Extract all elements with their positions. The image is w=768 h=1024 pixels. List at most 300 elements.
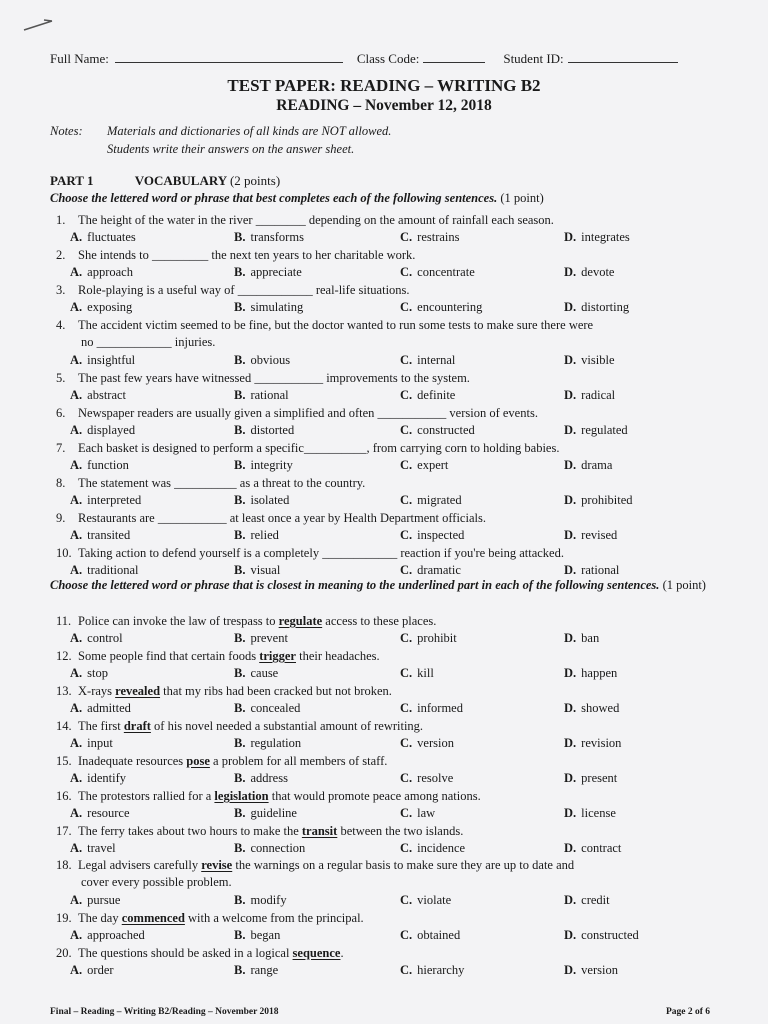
- option-letter: C.: [400, 230, 413, 245]
- question-stem: [56, 370, 706, 387]
- option-b[interactable]: [234, 735, 301, 752]
- option-letter: A.: [70, 300, 83, 315]
- answer-options: [56, 299, 706, 316]
- option-a[interactable]: [70, 299, 132, 316]
- option-d[interactable]: [564, 630, 599, 647]
- option-b[interactable]: [234, 492, 289, 509]
- option-b[interactable]: [234, 840, 305, 857]
- part-name: VOCABULARY: [134, 173, 227, 188]
- answer-options: [56, 527, 706, 544]
- option-letter: D.: [564, 963, 577, 978]
- option-letter: D.: [564, 928, 577, 943]
- question-stem: [56, 317, 706, 334]
- question-number: 16.: [56, 789, 72, 803]
- answer-options: [56, 840, 706, 857]
- question-stem: [56, 212, 706, 229]
- option-text: obtained: [417, 928, 461, 943]
- option-text: connection: [250, 841, 306, 856]
- option-d[interactable]: [564, 387, 615, 404]
- option-d[interactable]: [564, 527, 617, 544]
- question-stem: [56, 945, 706, 962]
- option-text: revision: [581, 736, 622, 751]
- question-text-end: as a threat to the country.: [236, 476, 366, 490]
- option-b[interactable]: [234, 264, 302, 281]
- option-letter: C.: [400, 631, 413, 646]
- answer-options: [56, 770, 706, 787]
- question-text: Each basket is designed to perform a specific: [78, 441, 304, 455]
- underlined-word: legislation: [214, 789, 269, 803]
- option-text: approached: [87, 928, 145, 943]
- option-letter: C.: [400, 701, 413, 716]
- option-text: input: [87, 736, 113, 751]
- option-text: isolated: [250, 493, 290, 508]
- option-text: control: [87, 631, 123, 646]
- answer-blank: __________: [174, 476, 237, 490]
- option-b[interactable]: [234, 927, 280, 944]
- question-number: 11.: [56, 614, 72, 628]
- option-text: transforms: [250, 230, 304, 245]
- option-text: present: [581, 771, 618, 786]
- option-text: credit: [581, 892, 610, 907]
- option-d[interactable]: [564, 352, 615, 369]
- option-b[interactable]: [234, 770, 288, 787]
- question-14: [56, 718, 706, 753]
- question-text: no: [81, 335, 97, 350]
- option-text: displayed: [87, 423, 136, 438]
- question-text: X-rays: [78, 684, 116, 698]
- option-a[interactable]: [70, 735, 113, 752]
- option-letter: D.: [564, 352, 577, 367]
- question-text: The protestors rallied for a: [78, 789, 215, 803]
- option-text: visual: [250, 563, 281, 578]
- question-text: The ferry takes about two hours to make the: [78, 824, 302, 838]
- question-stem: [56, 753, 706, 770]
- option-letter: B.: [234, 736, 246, 751]
- question-number: 13.: [56, 684, 72, 698]
- option-a[interactable]: [70, 840, 116, 857]
- option-c[interactable]: [400, 229, 460, 246]
- question-text-end: improvements to the system.: [323, 371, 470, 385]
- question-text: Restaurants are: [78, 511, 158, 525]
- option-d[interactable]: [564, 229, 630, 246]
- option-b[interactable]: [234, 422, 294, 439]
- option-a[interactable]: [70, 387, 126, 404]
- option-c[interactable]: [400, 299, 482, 316]
- option-a[interactable]: [70, 962, 114, 979]
- option-a[interactable]: [70, 492, 141, 509]
- option-b[interactable]: [234, 892, 287, 909]
- option-b[interactable]: [234, 665, 278, 682]
- student-id-blank[interactable]: [568, 50, 678, 63]
- question-stem-continued: [56, 874, 706, 891]
- option-text: license: [581, 806, 616, 821]
- option-b[interactable]: [234, 352, 290, 369]
- notes-line-1: Materials and dictionaries of all kinds are NOT allowed.: [107, 124, 392, 138]
- option-a[interactable]: [70, 229, 136, 246]
- option-text: ban: [581, 631, 600, 646]
- answer-blank: ____________: [96, 335, 172, 350]
- option-a[interactable]: [70, 562, 139, 579]
- option-b[interactable]: [234, 562, 280, 579]
- option-text: interpreted: [87, 493, 142, 508]
- option-b[interactable]: [234, 527, 279, 544]
- question-text: Legal advisers carefully: [78, 858, 202, 872]
- question-text-end: version of events.: [446, 406, 538, 420]
- option-text: traditional: [87, 563, 139, 578]
- option-c[interactable]: [400, 352, 455, 369]
- option-letter: D.: [564, 388, 577, 403]
- option-d[interactable]: [564, 299, 629, 316]
- question-number: 8.: [56, 476, 66, 490]
- question-text: Role-playing is a useful way of: [78, 283, 238, 297]
- option-a[interactable]: [70, 927, 145, 944]
- option-c[interactable]: [400, 892, 451, 909]
- option-text: internal: [417, 352, 456, 367]
- option-b[interactable]: [234, 805, 297, 822]
- option-a[interactable]: [70, 805, 130, 822]
- option-letter: C.: [400, 771, 413, 786]
- answer-options: [56, 962, 706, 979]
- option-letter: A.: [70, 841, 83, 856]
- question-text: The height of the water in the river: [78, 213, 256, 227]
- option-letter: B.: [234, 666, 246, 681]
- option-letter: B.: [234, 265, 246, 280]
- answer-blank: __________: [303, 441, 367, 455]
- question-text: She intends to: [78, 248, 152, 262]
- option-d[interactable]: [564, 805, 616, 822]
- question-text-end: injuries.: [171, 335, 216, 350]
- underlined-word: revise: [201, 858, 233, 872]
- option-c[interactable]: [400, 665, 434, 682]
- answer-options: [56, 735, 706, 752]
- option-text: concealed: [250, 701, 301, 716]
- full-name-blank[interactable]: [115, 50, 343, 63]
- option-letter: A.: [70, 771, 83, 786]
- notes-line-2: Students write their answers on the answer sheet.: [107, 142, 355, 156]
- option-text: expert: [417, 458, 449, 473]
- option-c[interactable]: [400, 457, 448, 474]
- question-text-end: .: [340, 946, 344, 960]
- option-text: law: [417, 806, 436, 821]
- question-text-end: their headaches.: [295, 649, 380, 663]
- option-letter: B.: [234, 928, 246, 943]
- option-letter: C.: [400, 892, 413, 907]
- option-text: integrity: [250, 458, 293, 473]
- option-letter: D.: [564, 701, 577, 716]
- option-c[interactable]: [400, 492, 462, 509]
- option-text: integrates: [581, 230, 630, 245]
- option-letter: C.: [400, 423, 413, 438]
- answer-options: [56, 457, 706, 474]
- option-text: dramatic: [417, 563, 461, 578]
- question-text-end: with a welcome from the principal.: [184, 911, 364, 925]
- option-a[interactable]: [70, 630, 123, 647]
- underlined-word: trigger: [259, 649, 296, 663]
- answer-options: [56, 264, 706, 281]
- underlined-word: regulate: [278, 614, 323, 628]
- instruction-1: [50, 190, 710, 207]
- option-c[interactable]: [400, 805, 435, 822]
- question-6: [56, 405, 706, 440]
- question-text-end: depending on the amount of rainfall each season.: [305, 213, 554, 227]
- answer-blank: ________: [255, 213, 306, 227]
- question-stem: [56, 282, 706, 299]
- question-stem: [56, 788, 706, 805]
- option-letter: A.: [70, 928, 83, 943]
- question-number: 5.: [56, 371, 66, 385]
- option-letter: D.: [564, 300, 577, 315]
- option-text: abstract: [87, 388, 127, 403]
- option-text: prohibit: [417, 631, 457, 646]
- option-c[interactable]: [400, 630, 457, 647]
- question-text-end: the warnings on a regular basis to make sure they are up to date and: [232, 858, 575, 872]
- option-text: regulated: [581, 423, 628, 438]
- option-a[interactable]: [70, 700, 131, 717]
- answer-options: [56, 562, 706, 579]
- question-16: [56, 788, 706, 823]
- option-text: range: [250, 963, 279, 978]
- option-b[interactable]: [234, 962, 278, 979]
- question-12: [56, 648, 706, 683]
- option-text: prevent: [250, 631, 288, 646]
- option-c[interactable]: [400, 700, 463, 717]
- option-c[interactable]: [400, 840, 465, 857]
- option-text: version: [417, 736, 454, 751]
- option-letter: A.: [70, 666, 83, 681]
- option-c[interactable]: [400, 927, 460, 944]
- instruction-2-points: (1 point): [662, 578, 706, 592]
- full-name-label: Full Name:: [50, 51, 109, 66]
- option-d[interactable]: [564, 562, 619, 579]
- question-20: [56, 945, 706, 980]
- option-letter: C.: [400, 265, 413, 280]
- option-letter: C.: [400, 736, 413, 751]
- question-number: 2.: [56, 248, 66, 262]
- student-id-label: Student ID:: [503, 51, 564, 66]
- option-text: happen: [581, 666, 618, 681]
- notes-label: Notes:: [50, 124, 83, 138]
- pen-mark: [22, 18, 58, 32]
- option-letter: A.: [70, 528, 83, 543]
- question-5: [56, 370, 706, 405]
- option-letter: B.: [234, 771, 246, 786]
- option-letter: C.: [400, 666, 413, 681]
- option-c[interactable]: [400, 562, 461, 579]
- option-d[interactable]: [564, 892, 610, 909]
- question-number: 12.: [56, 649, 72, 663]
- question-13: [56, 683, 706, 718]
- option-c[interactable]: [400, 962, 464, 979]
- question-text-end: , from carrying corn to holding babies.: [366, 441, 560, 455]
- option-d[interactable]: [564, 735, 621, 752]
- option-text: rational: [250, 388, 289, 403]
- question-number: 10.: [56, 546, 72, 560]
- option-letter: A.: [70, 701, 83, 716]
- answer-blank: ____________: [237, 283, 313, 297]
- question-number: 19.: [56, 911, 72, 925]
- option-d[interactable]: [564, 962, 618, 979]
- option-letter: C.: [400, 841, 413, 856]
- option-letter: D.: [564, 841, 577, 856]
- option-a[interactable]: [70, 422, 135, 439]
- option-letter: B.: [234, 388, 246, 403]
- question-1: [56, 212, 706, 247]
- option-c[interactable]: [400, 264, 475, 281]
- option-d[interactable]: [564, 264, 614, 281]
- question-text: The day: [78, 911, 122, 925]
- option-letter: D.: [564, 806, 577, 821]
- option-text: pursue: [87, 892, 121, 907]
- option-a[interactable]: [70, 892, 120, 909]
- option-a[interactable]: [70, 352, 135, 369]
- option-d[interactable]: [564, 770, 617, 787]
- option-letter: B.: [234, 352, 246, 367]
- option-letter: B.: [234, 963, 246, 978]
- option-d[interactable]: [564, 840, 621, 857]
- option-a[interactable]: [70, 457, 129, 474]
- question-text-end: of his novel needed a substantial amount of rewriting.: [150, 719, 424, 733]
- option-text: violate: [417, 892, 452, 907]
- question-3: [56, 282, 706, 317]
- option-letter: D.: [564, 458, 577, 473]
- option-letter: C.: [400, 493, 413, 508]
- class-code-label: Class Code:: [356, 51, 420, 66]
- option-b[interactable]: [234, 457, 293, 474]
- option-c[interactable]: [400, 735, 454, 752]
- option-text: transited: [87, 528, 131, 543]
- question-17: [56, 823, 706, 858]
- question-number: 9.: [56, 511, 66, 525]
- option-text: resolve: [417, 771, 454, 786]
- option-a[interactable]: [70, 770, 126, 787]
- option-letter: B.: [234, 423, 246, 438]
- option-text: radical: [581, 388, 616, 403]
- option-text: constructed: [417, 423, 475, 438]
- question-text: cover every possible problem.: [81, 875, 232, 890]
- answer-options: [56, 422, 706, 439]
- option-text: regulation: [250, 736, 302, 751]
- option-text: definite: [417, 388, 456, 403]
- question-text-end: that my ribs had been cracked but not broken.: [160, 684, 392, 698]
- question-text: The past few years have witnessed: [78, 371, 255, 385]
- question-text-end: a problem for all members of staff.: [209, 754, 388, 768]
- option-letter: B.: [234, 841, 246, 856]
- option-b[interactable]: [234, 700, 300, 717]
- option-d[interactable]: [564, 492, 633, 509]
- option-a[interactable]: [70, 527, 130, 544]
- question-text-end: access to these places.: [322, 614, 437, 628]
- option-d[interactable]: [564, 457, 612, 474]
- question-number: 6.: [56, 406, 66, 420]
- question-number: 18.: [56, 858, 72, 872]
- class-code-blank[interactable]: [423, 50, 485, 63]
- question-text: The accident victim seemed to be fine, but the doctor wanted to run some tests to make sure there were: [78, 318, 594, 332]
- option-text: admitted: [87, 701, 131, 716]
- option-b[interactable]: [234, 299, 303, 316]
- option-text: identify: [87, 771, 127, 786]
- question-number: 17.: [56, 824, 72, 838]
- question-text-end: the next ten years to her charitable work.: [208, 248, 416, 262]
- option-text: visible: [581, 352, 615, 367]
- answer-options: [56, 927, 706, 944]
- question-2: [56, 247, 706, 282]
- answer-blank: ___________: [254, 371, 324, 385]
- option-d[interactable]: [564, 927, 639, 944]
- instruction-1-points: (1 point): [500, 191, 544, 205]
- option-b[interactable]: [234, 387, 289, 404]
- option-text: stop: [87, 666, 108, 681]
- notes-block: [50, 122, 391, 158]
- answer-blank: ___________: [377, 406, 447, 420]
- option-letter: B.: [234, 631, 246, 646]
- question-stem-continued: [56, 334, 706, 351]
- option-text: exposing: [87, 300, 133, 315]
- option-letter: C.: [400, 388, 413, 403]
- question-stem: [56, 405, 706, 422]
- question-stem: [56, 683, 706, 700]
- option-text: travel: [87, 841, 116, 856]
- option-text: concentrate: [417, 265, 475, 280]
- page-footer: [50, 1007, 710, 1017]
- option-text: prohibited: [581, 493, 633, 508]
- option-a[interactable]: [70, 264, 133, 281]
- option-letter: B.: [234, 892, 246, 907]
- instruction-1-text: Choose the lettered word or phrase that best completes each of the following sentences.: [50, 191, 498, 205]
- question-18: [56, 857, 706, 909]
- question-text: Newspaper readers are usually given a simplified and often: [78, 406, 378, 420]
- option-text: distorting: [581, 300, 630, 315]
- option-letter: C.: [400, 963, 413, 978]
- option-letter: B.: [234, 701, 246, 716]
- option-b[interactable]: [234, 630, 288, 647]
- option-text: appreciate: [250, 265, 302, 280]
- question-text: Inadequate resources: [78, 754, 187, 768]
- option-c[interactable]: [400, 770, 453, 787]
- option-letter: C.: [400, 352, 413, 367]
- option-letter: D.: [564, 736, 577, 751]
- question-10: [56, 545, 706, 580]
- question-8: [56, 475, 706, 510]
- question-text-end: reaction if you're being attacked.: [397, 546, 564, 560]
- question-stem: [56, 475, 706, 492]
- option-c[interactable]: [400, 387, 455, 404]
- student-info-header: [50, 50, 710, 67]
- question-number: 7.: [56, 441, 66, 455]
- option-text: fluctuates: [87, 230, 136, 245]
- option-c[interactable]: [400, 527, 464, 544]
- option-d[interactable]: [564, 700, 619, 717]
- option-text: migrated: [417, 493, 462, 508]
- option-d[interactable]: [564, 665, 617, 682]
- option-letter: D.: [564, 631, 577, 646]
- option-d[interactable]: [564, 422, 628, 439]
- option-c[interactable]: [400, 422, 475, 439]
- option-text: restrains: [417, 230, 460, 245]
- option-letter: A.: [70, 458, 83, 473]
- option-letter: C.: [400, 300, 413, 315]
- question-19: [56, 910, 706, 945]
- question-text: Taking action to defend yourself is a completely: [78, 546, 323, 560]
- option-text: order: [87, 963, 114, 978]
- option-a[interactable]: [70, 665, 108, 682]
- answer-options: [56, 492, 706, 509]
- option-text: obvious: [250, 352, 291, 367]
- question-text: Some people find that certain foods: [78, 649, 260, 663]
- option-text: drama: [581, 458, 613, 473]
- answer-blank: ___________: [157, 511, 227, 525]
- answer-blank: ____________: [322, 546, 398, 560]
- option-b[interactable]: [234, 229, 304, 246]
